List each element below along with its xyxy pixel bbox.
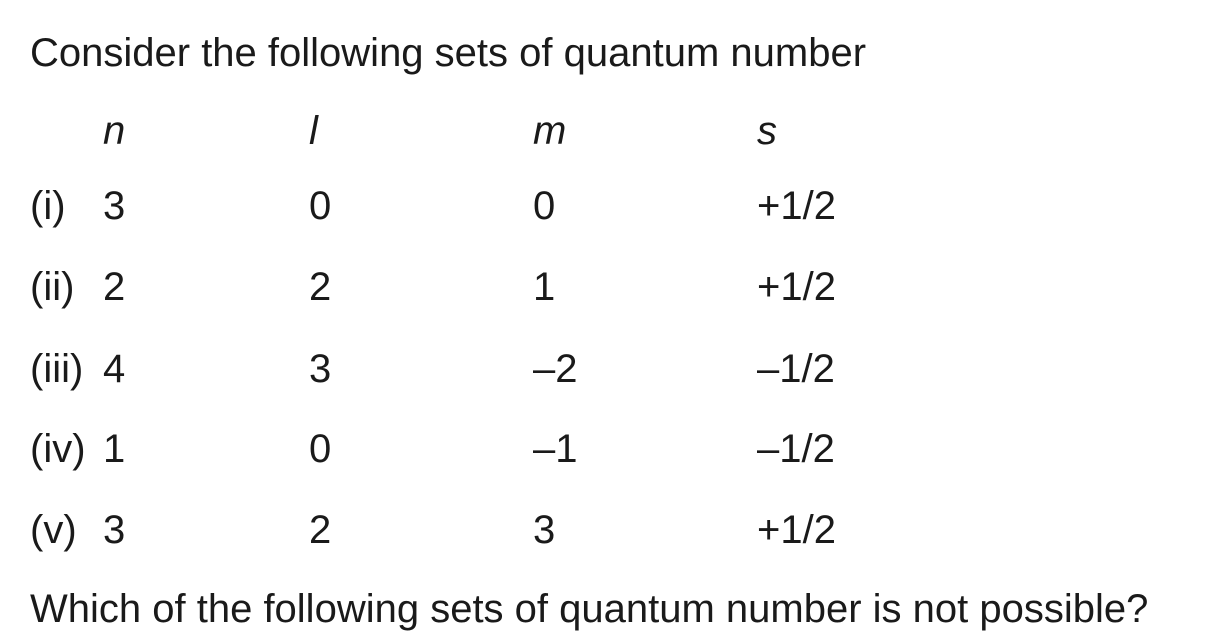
row-label: (iv) (30, 427, 86, 471)
cell-m: 3 (533, 508, 556, 552)
question-text: Which of the following sets of quantum number is not possible? (30, 587, 1149, 631)
cell-n: 3 (103, 508, 126, 552)
cell-m: –1 (533, 427, 578, 471)
cell-l: 2 (309, 508, 332, 552)
cell-s: –1/2 (757, 347, 835, 391)
row-label: (v) (30, 508, 77, 552)
cell-l: 0 (309, 427, 332, 471)
header-l: l (309, 109, 318, 153)
header-s: s (757, 109, 777, 153)
cell-m: 1 (533, 265, 556, 309)
cell-s: –1/2 (757, 427, 835, 471)
cell-s: +1/2 (757, 265, 836, 309)
header-m: m (533, 109, 567, 153)
row-label: (i) (30, 184, 66, 228)
cell-n: 2 (103, 265, 126, 309)
cell-n: 4 (103, 347, 126, 391)
cell-n: 1 (103, 427, 126, 471)
cell-n: 3 (103, 184, 126, 228)
cell-l: 2 (309, 265, 332, 309)
row-label: (iii) (30, 347, 84, 391)
row-label: (ii) (30, 265, 75, 309)
cell-s: +1/2 (757, 508, 836, 552)
cell-l: 0 (309, 184, 332, 228)
intro-text: Consider the following sets of quantum number (30, 31, 867, 75)
cell-s: +1/2 (757, 184, 836, 228)
cell-l: 3 (309, 347, 332, 391)
header-n: n (103, 109, 126, 153)
cell-m: 0 (533, 184, 556, 228)
cell-m: –2 (533, 347, 578, 391)
